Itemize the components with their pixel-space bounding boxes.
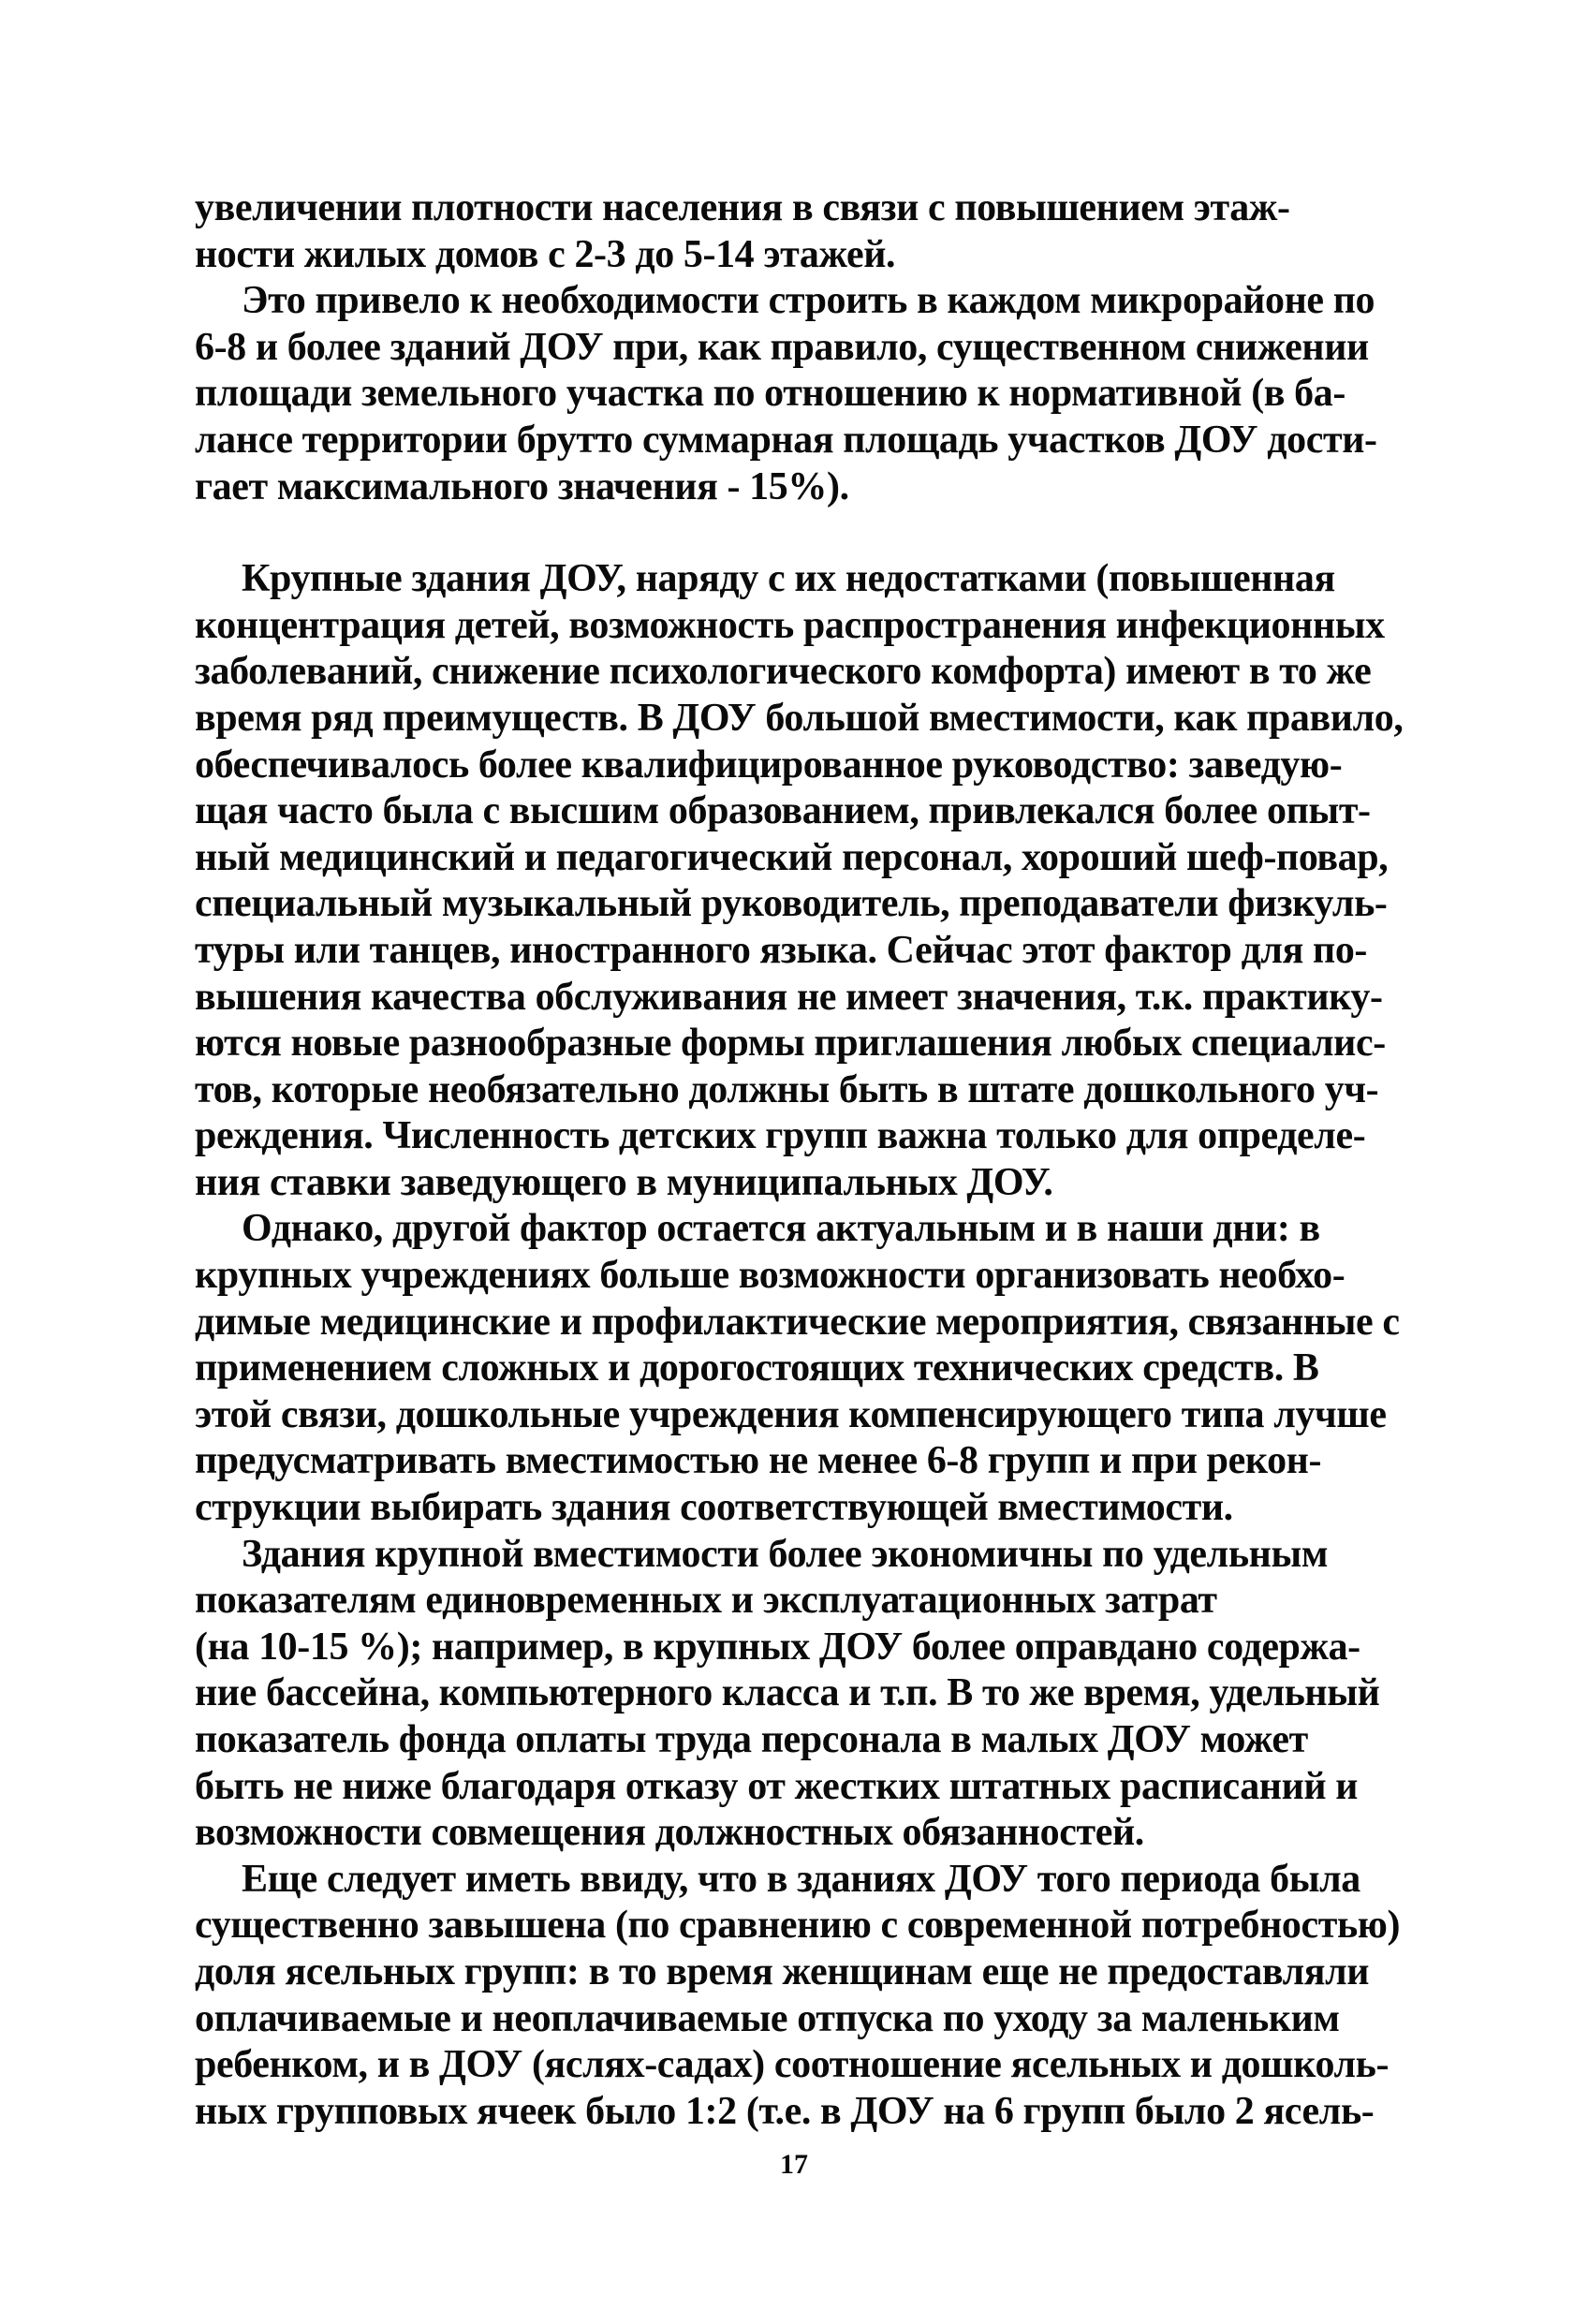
text-line: применением сложных и дорогостоящих технических средств. В [195,1346,1319,1390]
body-text [195,185,1404,2135]
text-line: ных групповых ячеек было 1:2 (т.е. в ДОУ на 6 групп было 2 ясель- [195,2089,1375,2133]
text-line: тов, которые необязательно должны быть в штате дошкольного уч- [195,1067,1379,1111]
text-line: димые медицинские и профилактические мероприятия, связанные с [195,1300,1400,1344]
text-line: этой связи, дошкольные учреждения компенсирующего типа лучше [195,1392,1387,1436]
text-line: ния ставки заведующего в муниципальных ДОУ. [195,1160,1053,1204]
paragraph-gap [195,510,1375,556]
text-line: увеличении плотности населения в связи с повышением этаж- [195,186,1290,229]
text-line: доля ясельных групп: в то время женщинам еще не предоставляли [195,1949,1370,1993]
paragraph-start-line: Однако, другой фактор остается актуальным и в наши дни: в [242,1207,1320,1251]
text-line: лансе территории брутто суммарная площадь участков ДОУ дости- [195,418,1377,462]
text-line: (на 10-15 %); например, в крупных ДОУ более оправдано содержа- [195,1625,1360,1669]
paragraph-start-line: Крупные здания ДОУ, наряду с их недостатками (повышенная [242,557,1335,601]
text-line: показателям единовременных и эксплуатационных затрат [195,1579,1217,1623]
text-line: гает максимального значения - 15%). [195,464,849,508]
text-line: туры или танцев, иностранного языка. Сейчас этот фактор для по- [195,928,1368,972]
text-line: концентрация детей, возможность распространения инфекционных [195,603,1385,647]
text-line: заболеваний, снижение психологического комфорта) имеют в то же [195,650,1372,694]
text-line: струкции выбирать здания соответствующей вместимости. [195,1486,1233,1530]
text-line: вышения качества обслуживания не имеет значения, т.к. практику- [195,975,1383,1019]
text-line: возможности совмещения должностных обязанностей. [195,1811,1144,1855]
text-line: ный медицинский и педагогический персонал, хороший шеф-повар, [195,835,1389,879]
text-line: крупных учреждениях больше возможности организовать необхо- [195,1254,1345,1298]
text-line: реждения. Численность детских групп важна только для определе- [195,1114,1366,1158]
text-line: время ряд преимуществ. В ДОУ большой вместимости, как правило, [195,696,1404,740]
text-line: показатель фонда оплаты труда персонала в малых ДОУ может [195,1718,1308,1761]
text-line: существенно завышена (по сравнению с современной потребностью) [195,1904,1401,1948]
text-line: обеспечивалось более квалифицированное руководство: заведую- [195,743,1343,787]
text-line: ние бассейна, компьютерного класса и т.п. В то же время, удельный [195,1671,1380,1715]
text-line: специальный музыкальный руководитель, преподаватели физкуль- [195,882,1388,926]
paragraph-start-line: Еще следует иметь ввиду, что в зданиях ДОУ того периода была [242,1857,1360,1901]
text-line: 6-8 и более зданий ДОУ при, как правило, существенном снижении [195,325,1369,369]
text-line: площади земельного участка по отношению к нормативной (в ба- [195,372,1345,416]
text-line: предусматривать вместимостью не менее 6-8 групп и при рекон- [195,1439,1322,1483]
paragraph-start-line: Это привело к необходимости строить в каждом микрорайоне по [242,279,1375,323]
text-line: ребенком, и в ДОУ (яслях-садах) соотношение ясельных и дошколь- [195,2043,1390,2087]
text-line: ности жилых домов с 2-3 до 5-14 этажей. [195,232,896,276]
text-line: ются новые разнообразные формы приглашения любых специалис- [195,1022,1386,1066]
text-line: щая часто была с высшим образованием, привлекался более опыт- [195,789,1371,833]
page-number: 17 [780,2149,808,2180]
text-line: оплачиваемые и неоплачиваемые отпуска по уходу за маленьким [195,1996,1340,2040]
text-line: быть не ниже благодаря отказу от жестких штатных расписаний и [195,1764,1359,1808]
paragraph-start-line: Здания крупной вместимости более экономичны по удельным [242,1532,1329,1576]
